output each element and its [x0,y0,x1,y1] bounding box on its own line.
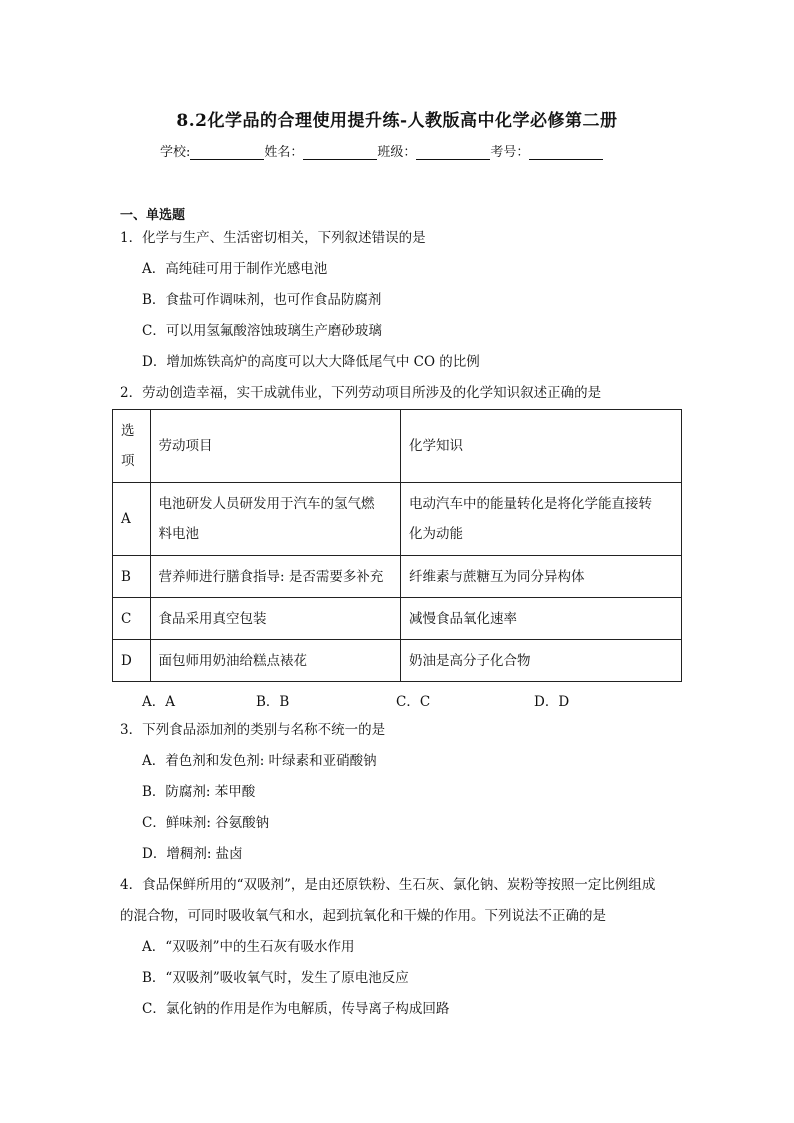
exam-no-blank[interactable] [529,145,603,160]
table-cell-knowledge-line-1: 电动汽车中的能量转化是将化学能直接转 [409,496,653,512]
header-option-part-2: 项 [121,453,135,469]
question-2-choice-b: B．B [256,694,290,710]
table-row [113,598,682,640]
question-4-option-c: C．氯化钠的作用是作为电解质，传导离子构成回路 [142,1001,450,1017]
question-1-option-b: B．食盐可作调味剂，也可作食品防腐剂 [142,292,382,308]
question-2-choice-d: D．D [534,694,570,710]
question-3-option-a: A．着色剂和发色剂: 叶绿素和亚硝酸钠 [142,753,377,769]
table-header-knowledge: 化学知识 [401,410,682,483]
table-header-option [113,410,151,483]
question-1-option-a: A．高纯硅可用于制作光感电池 [142,261,328,277]
question-3-stem: 3．下列食品添加剂的类别与名称不统一的是 [120,722,386,738]
question-4-option-a: A．“双吸剂”中的生石灰有吸水作用 [142,939,355,955]
question-1-stem: 1．化学与生产、生活密切相关，下列叙述错误的是 [120,230,426,246]
class-label: 班级： [377,145,417,160]
document-title: 8.2化学品的合理使用提升练-人教版高中化学必修第二册 [176,111,618,131]
table-cell-item: 食品采用真空包装 [150,598,401,640]
name-blank[interactable] [303,145,377,160]
table-row [113,483,682,556]
table-cell-option: A [113,483,151,556]
question-3-option-c: C．鲜味剂: 谷氨酸钠 [142,815,270,831]
table-cell-knowledge-line-2: 化为动能 [409,526,464,542]
question-2-table [112,409,682,682]
school-label: 学校: [160,145,191,160]
exam-no-label: 考号： [490,145,530,160]
table-cell-knowledge: 纤维素与蔗糖互为同分异构体 [401,556,682,598]
header-option-part-1: 选 [121,423,135,439]
question-2-choice-a: A．A [142,694,175,710]
question-4-option-b: B．“双吸剂”吸收氧气时，发生了原电池反应 [142,970,409,986]
table-cell-item: 营养师进行膳食指导: 是否需要多补充 [150,556,401,598]
question-1-option-c: C．可以用氢氟酸溶蚀玻璃生产磨砂玻璃 [142,323,382,339]
question-3-option-d: D．增稠剂: 盐卤 [142,846,243,862]
table-cell-item-line-2: 料电池 [158,526,200,542]
table-cell-option: C [113,598,151,640]
class-blank[interactable] [416,145,490,160]
question-1-option-d: D．增加炼铁高炉的高度可以大大降低尾气中 CO 的比例 [142,354,480,370]
question-2-stem: 2．劳动创造幸福，实干成就伟业，下列劳动项目所涉及的化学知识叙述正确的是 [120,385,602,401]
table-row [113,556,682,598]
table-cell-knowledge: 奶油是高分子化合物 [401,640,682,682]
school-blank[interactable] [190,145,264,160]
table-cell-knowledge: 减慢食品氧化速率 [401,598,682,640]
table-cell-knowledge [401,483,682,556]
table-cell-item: 面包师用奶油给糕点裱花 [150,640,401,682]
table-cell-option: D [113,640,151,682]
table-cell-item-line-1: 电池研发人员研发用于汽车的氢气燃 [158,496,375,512]
question-4-stem-line-1: 4．食品保鲜所用的“双吸剂”，是由还原铁粉、生石灰、氯化钠、炭粉等按照一定比例组成 [120,877,656,893]
table-row [113,640,682,682]
student-info-line [160,141,680,160]
question-2-choice-c: C．C [396,694,431,710]
table-cell-option: B [113,556,151,598]
question-4-stem-line-2: 的混合物，可同时吸收氧气和水，起到抗氧化和干燥的作用。下列说法不正确的是 [120,908,606,924]
question-3-option-b: B．防腐剂: 苯甲酸 [142,784,256,800]
section-heading: 一、单选题 [120,208,186,223]
table-header-row [113,410,682,483]
table-header-item: 劳动项目 [150,410,401,483]
table-cell-item [150,483,401,556]
name-label: 姓名： [264,145,304,160]
